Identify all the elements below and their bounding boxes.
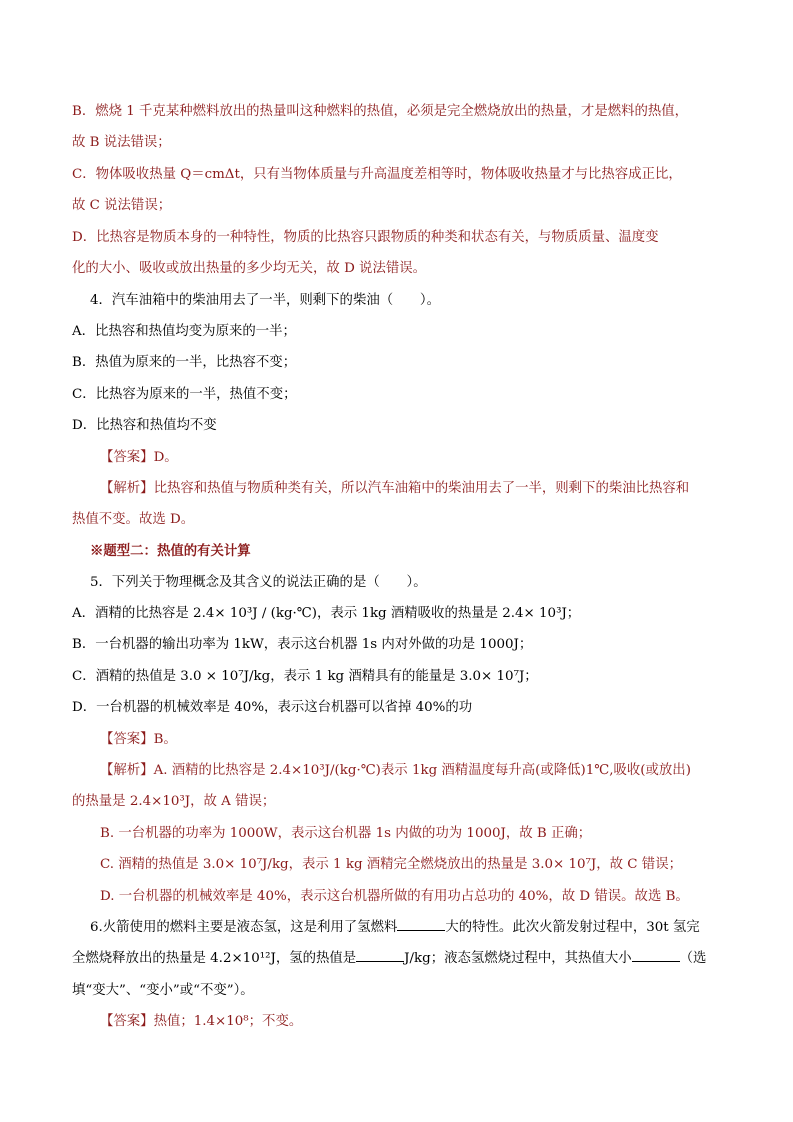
question-4-answer — [100, 448, 760, 468]
answer-value: D。 — [153, 450, 178, 465]
question-5-analysis-line-2: 的热量是 2.4×10³J，故 A 错误； — [72, 794, 276, 809]
option-c-explanation-line-1: C．物体吸收热量 Q＝cmΔt，只有当物体质量与升高温度差相等时，物体吸收热量才与比热容成正比， — [72, 167, 682, 182]
question-6-text: （选 — [679, 951, 707, 966]
fill-blank-3[interactable] — [632, 949, 680, 962]
option-d-explanation-line-1: D．比热容是物质本身的一种特性，物质的比热容只跟物质的种类和状态有关，与物质质量、温度变 — [72, 230, 659, 245]
analysis-tag: 【解析】 — [100, 481, 154, 496]
question-4-option-c: C．比热容为原来的一半，热值不变； — [72, 387, 297, 402]
analysis-text: A. 酒精的比热容是 2.4×10³J/(kg·℃)表示 1kg 酒精温度每升高(或降低)1℃,吸收(或放出) — [153, 763, 691, 778]
answer-tag: 【答案】 — [100, 450, 154, 465]
question-4-option-d: D．比热容和热值均不变 — [72, 418, 217, 433]
question-5-option-c: C．酒精的热值是 3.0 × 10⁷J/kg，表示 1 kg 酒精具有的能量是 3.0× 10⁷J； — [72, 669, 538, 684]
question-5-option-a: A．酒精的比热容是 2.4× 10³J / (kg·℃)，表示 1kg 酒精吸收的热量是 2.4× 10³J； — [72, 606, 581, 621]
question-6-text: 大的特性。此次火箭发射过程中，30t 氢完 — [445, 920, 700, 935]
answer-tag: 【答案】 — [100, 1014, 154, 1029]
analysis-text: 比热容和热值与物质种类有关，所以汽车油箱中的柴油用去了一半，则剩下的柴油比热容和 — [153, 481, 690, 496]
fill-blank-2[interactable] — [356, 949, 404, 962]
question-5-analysis-line-5: D. 一台机器的机械效率是 40%，表示这台机器所做的有用功占总功的 40%，故 D 错误。故选 B。 — [100, 889, 689, 904]
question-4-option-a: A．比热容和热值均变为原来的一半； — [72, 324, 296, 339]
question-6-stem-line-2 — [72, 949, 732, 969]
question-5-analysis-line-1 — [100, 761, 760, 781]
question-5-option-b: B．一台机器的输出功率为 1kW，表示这台机器 1s 内对外做的功是 1000J； — [72, 637, 533, 652]
option-b-explanation-line-1: B．燃烧 1 千克某种燃料放出的热量叫这种燃料的热值，必须是完全燃烧放出的热量，才是燃料的热值， — [72, 104, 689, 119]
question-5-option-d: D．一台机器的机械效率是 40%，表示这台机器可以省掉 40%的功 — [72, 700, 473, 715]
option-b-explanation-line-2: 故 B 说法错误； — [72, 135, 171, 150]
analysis-tag: 【解析】 — [100, 763, 154, 778]
question-5-analysis-line-3: B. 一台机器的功率为 1000W，表示这台机器 1s 内做的功为 1000J，故 B 正确； — [100, 826, 592, 841]
fill-blank-1[interactable] — [397, 918, 445, 931]
question-6-text: J/kg；液态氢燃烧过程中，其热值大小 — [404, 951, 632, 966]
question-4-stem: 4．汽车油箱中的柴油用去了一半，则剩下的柴油（ ）。 — [90, 293, 440, 308]
question-5-stem: 5．下列关于物理概念及其含义的说法正确的是（ ）。 — [90, 575, 427, 590]
option-d-explanation-line-2: 化的大小、吸收或放出热量的多少均无关，故 D 说法错误。 — [72, 261, 427, 276]
question-4-option-b: B．热值为原来的一半，比热容不变； — [72, 355, 297, 370]
question-4-analysis-line-2: 热值不变。故选 D。 — [72, 512, 195, 527]
answer-value: 热值；1.4×10⁸；不变。 — [153, 1014, 303, 1029]
question-5-analysis-line-4: C. 酒精的热值是 3.0× 10⁷J/kg，表示 1 kg 酒精完全燃烧放出的热量是 3.0× 10⁷J，故 C 错误； — [100, 857, 682, 872]
question-6-text: 全燃烧释放出的热量是 4.2×10¹²J，氢的热值是 — [72, 951, 357, 966]
question-6-stem-line-3: 填“变大”、“变小”或“不变”）。 — [72, 983, 254, 998]
answer-tag: 【答案】 — [100, 732, 154, 747]
question-4-analysis-line-1 — [100, 479, 760, 499]
question-6-stem-line-1 — [90, 918, 750, 938]
question-6-text: 6.火箭使用的燃料主要是液态氢，这是利用了氢燃料 — [90, 920, 398, 935]
option-c-explanation-line-2: 故 C 说法错误； — [72, 198, 172, 213]
answer-value: B。 — [153, 732, 177, 747]
question-5-answer — [100, 730, 760, 750]
question-6-answer — [100, 1012, 760, 1032]
section-heading: ※题型二：热值的有关计算 — [90, 543, 251, 559]
